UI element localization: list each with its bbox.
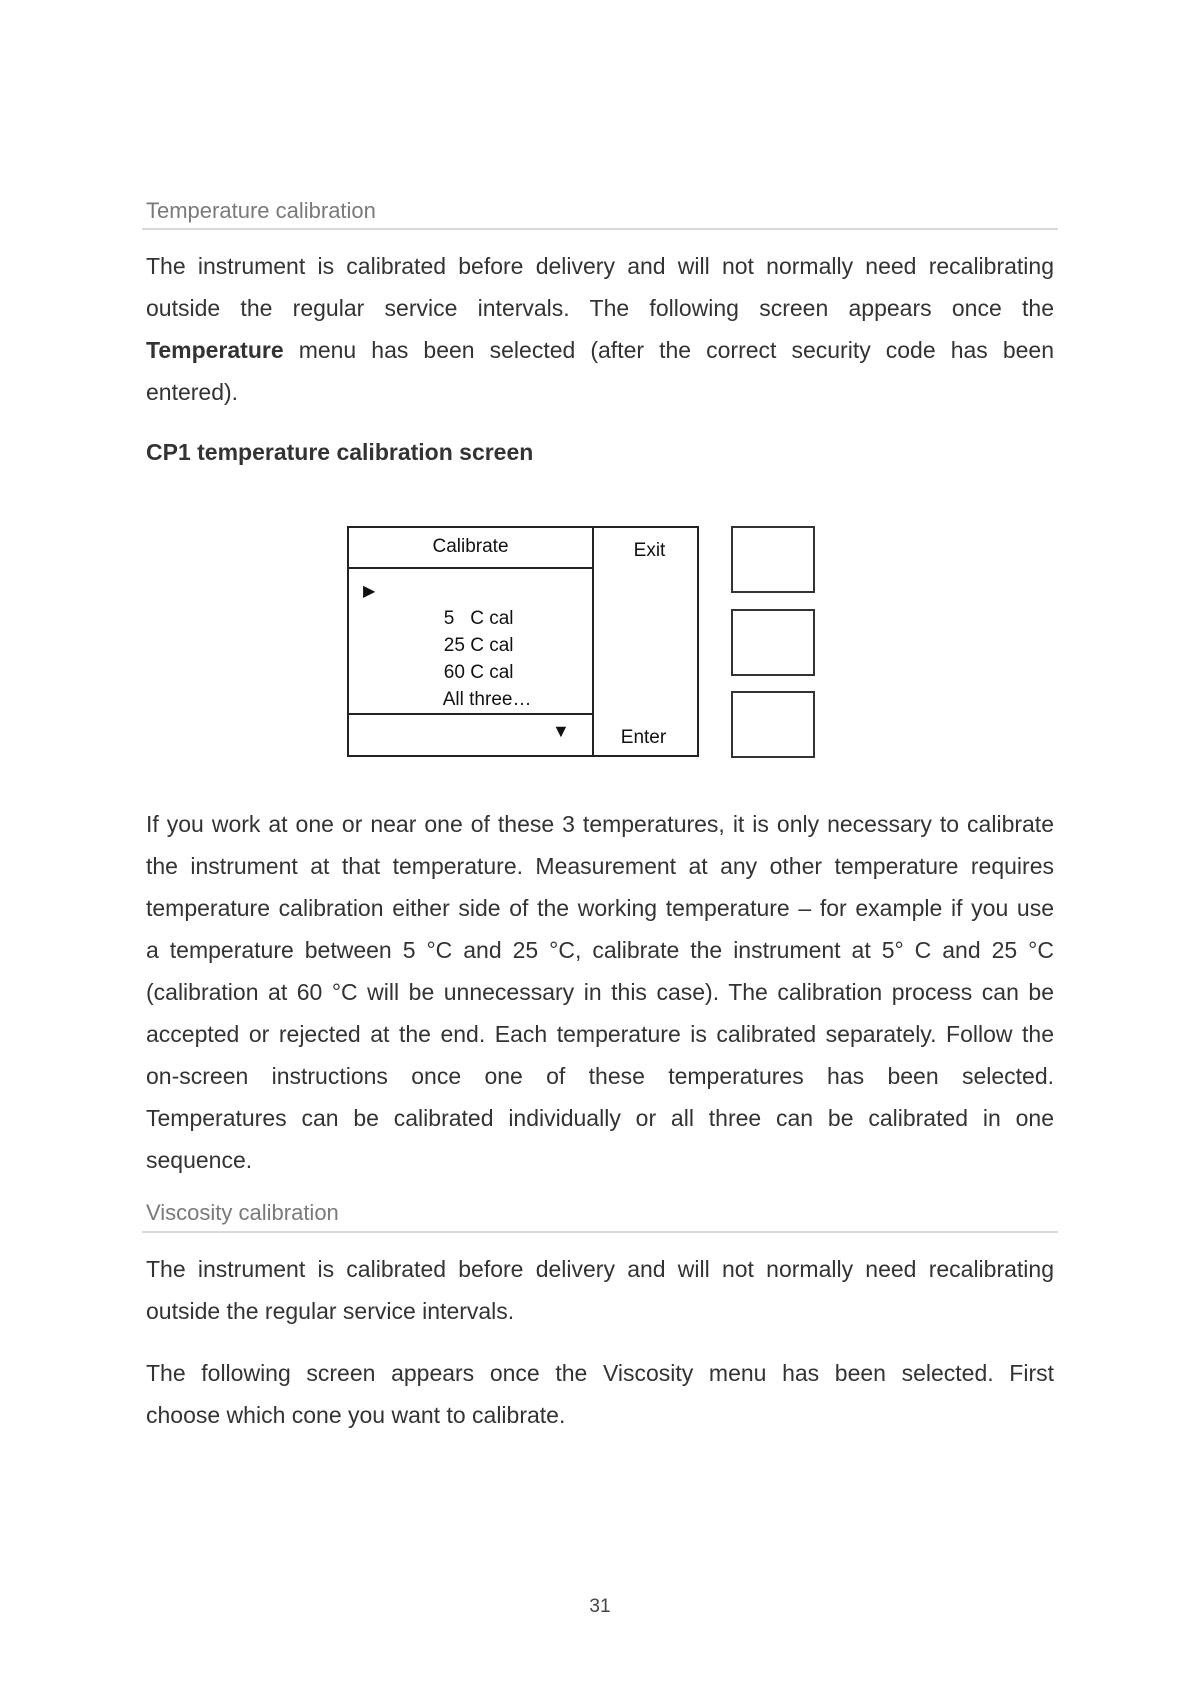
- text-line: outside the regular service intervals.: [146, 1298, 515, 1324]
- screen-menu-pane: [349, 528, 594, 755]
- text-line: Temperatures can be calibrated individually or all three can be calibrated in one: [146, 1105, 1054, 1131]
- text-line: the instrument at that temperature. Measurement at any other temperature requires: [146, 853, 1054, 879]
- section-heading-temperature: Temperature calibration: [146, 198, 376, 223]
- text-line: on-screen instructions once one of these temperatures has been selected.: [146, 1063, 1054, 1089]
- text-fragment: menu has been selected (after the correct security code has been: [298, 337, 1054, 363]
- screen-footer: [349, 713, 592, 755]
- viscosity-paragraph-2: [146, 1352, 1054, 1436]
- text-line: sequence.: [146, 1147, 253, 1173]
- scroll-down-icon[interactable]: ▼: [552, 721, 570, 741]
- menu-item-label: 60 C cal: [443, 662, 514, 683]
- text-line: The instrument is calibrated before delivery and will not normally need recalibrating: [146, 253, 1054, 279]
- menu-item-60c[interactable]: [349, 632, 592, 683]
- section-heading-viscosity: Viscosity calibration: [146, 1200, 339, 1225]
- text-line: (calibration at 60 °C will be unnecessary in this case). The calibration process can be: [146, 979, 1054, 1005]
- menu-item-label: 5 C cal: [443, 608, 514, 629]
- text-line: temperature calibration either side of the working temperature – for example if you use: [146, 895, 1054, 921]
- menu-item-label: All three…: [442, 689, 532, 710]
- temperature-intro-paragraph: [146, 245, 1054, 413]
- text-line: a temperature between 5 °C and 25 °C, calibrate the instrument at 5° C and 25 °C: [146, 937, 1054, 963]
- temperature-body-paragraph: [146, 803, 1054, 1181]
- menu-item-5c[interactable]: [349, 578, 592, 629]
- menu-item-25c[interactable]: [349, 605, 592, 656]
- figure-subheading: CP1 temperature calibration screen: [146, 439, 534, 465]
- selection-pointer-icon: ▶: [363, 583, 376, 600]
- bold-term: Temperature: [146, 337, 284, 363]
- text-line: If you work at one or near one of these 3 temperatures, it is only necessary to calibrate: [146, 811, 1054, 837]
- enter-hardware-button[interactable]: [731, 691, 815, 758]
- viscosity-paragraph-1: [146, 1248, 1054, 1332]
- text-line: choose which cone you want to calibrate.: [146, 1402, 566, 1428]
- heading-rule: [142, 228, 1058, 230]
- menu-item-label: 25 C cal: [443, 635, 514, 656]
- middle-hardware-button[interactable]: [731, 609, 815, 676]
- text-line: outside the regular service intervals. The following screen appears once the: [146, 295, 1054, 321]
- exit-softkey-label: Exit: [633, 540, 666, 561]
- softkey-pane: [594, 528, 697, 755]
- exit-hardware-button[interactable]: [731, 526, 815, 593]
- text-line: entered).: [146, 379, 239, 405]
- calibration-menu: [349, 578, 592, 710]
- text-line: [146, 329, 1054, 371]
- screen-title: Calibrate: [349, 528, 592, 569]
- text-line: The following screen appears once the Viscosity menu has been selected. First: [146, 1360, 1054, 1386]
- calibration-screen-diagram: [347, 526, 699, 757]
- text-line: The instrument is calibrated before delivery and will not normally need recalibrating: [146, 1256, 1054, 1282]
- heading-rule: [142, 1231, 1058, 1233]
- text-line: accepted or rejected at the end. Each temperature is calibrated separately. Follow the: [146, 1021, 1054, 1047]
- menu-item-all-three[interactable]: [349, 659, 592, 710]
- enter-softkey-label: Enter: [620, 727, 667, 748]
- page-number: 31: [589, 1596, 611, 1617]
